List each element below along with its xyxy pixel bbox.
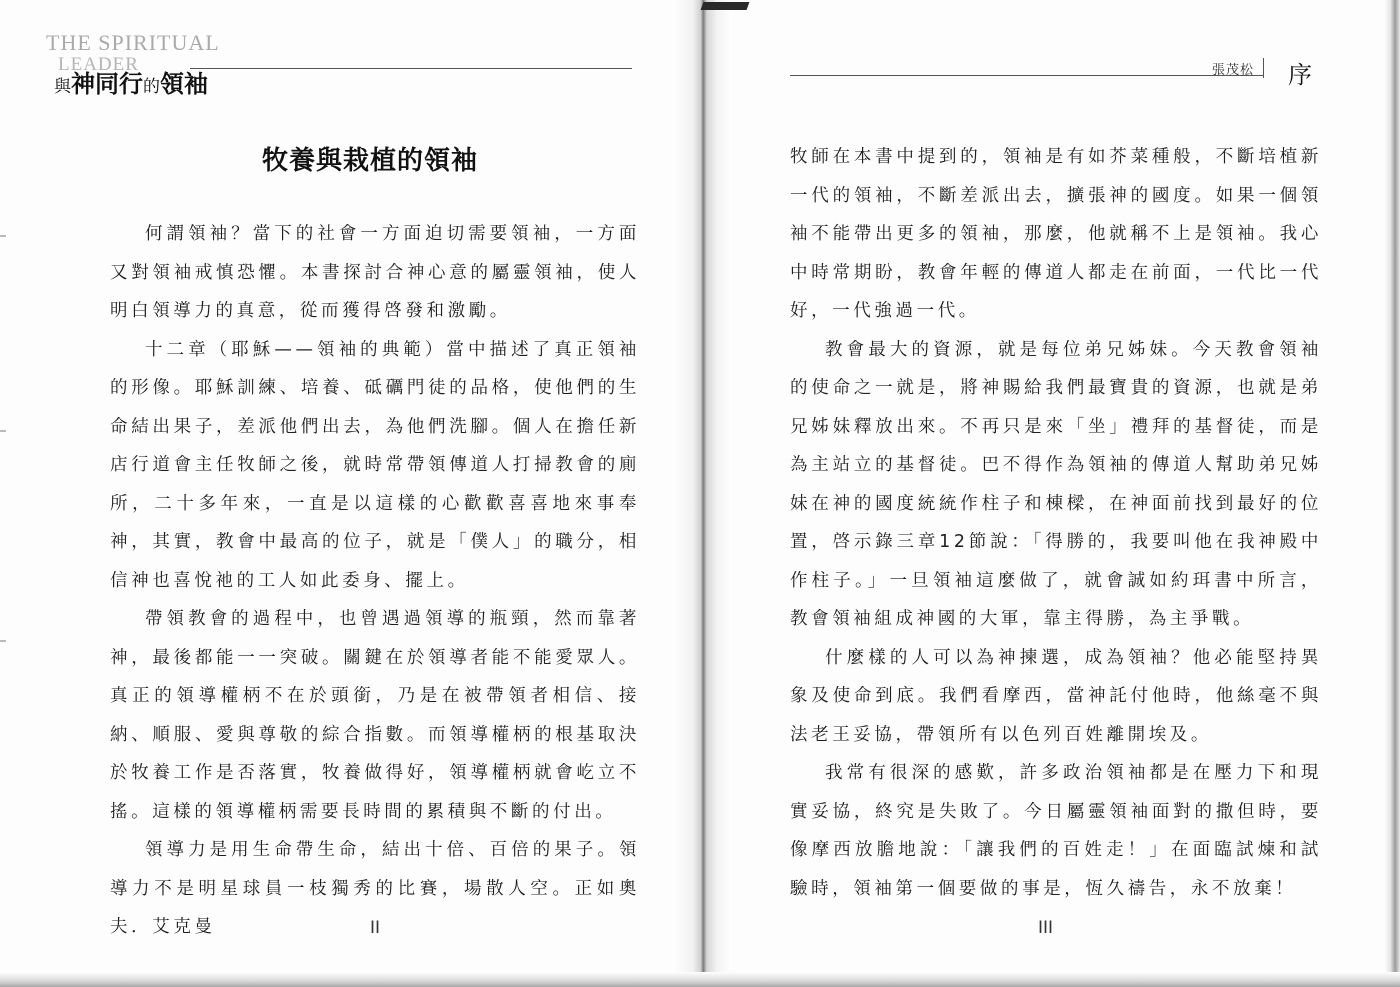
logo-cn-part-a: 與 (54, 77, 71, 97)
paragraph: 牧師在本書中提到的，領袖是有如芥菜種般，不斷培植新一代的領袖，不斷差派出去，擴張神的國度。如果一個領袖不能帶出更多的領袖，那麼，他就稱不上是領袖。我心中時常期盼，教會年輕的傳道人都走在前面，一代比一代好，一代強過一代。 (790, 147, 1322, 321)
header-divider (1263, 58, 1264, 78)
page-edge-bottom (0, 972, 1400, 987)
logo-chinese-title (54, 64, 208, 99)
page-number: III (1038, 918, 1054, 938)
logo-english-line2: LEADER (58, 54, 139, 75)
paragraph: 何謂領袖？當下的社會一方面迫切需要領袖，一方面又對領袖戒慎恐懼。本書探討合神心意的屬靈領袖，使人明白領導力的真意，從而獲得啓發和激勵。 (110, 224, 640, 321)
paragraph: 教會最大的資源，就是每位弟兄姊妹。今天教會領袖的使命之一就是，將神賜給我們最寶貴的資源，也就是弟兄姊妹釋放出來。不再只是來「坐」禮拜的基督徒，而是為主站立的基督徒。巴不得作為領袖的傳道人幫助弟兄姊妹在神的國度統統作柱子和棟樑，在神面前找到最好的位置，啓示錄三章12節說：「得勝的，我要叫他在我神殿中作柱子。」一旦領袖這麼做了，就會誠如約珥書中所言，教會領袖組成神國的大軍，靠主得勝，為主爭戰。 (790, 339, 1322, 629)
logo-english-line1: THE SPIRITUAL (46, 30, 220, 55)
header-section-label: 序 (1288, 61, 1312, 89)
logo-cn-part-d: 領袖 (160, 69, 208, 98)
page-edge-right (1384, 0, 1400, 987)
right-body-text (790, 138, 1322, 908)
gutter-edge (701, 2, 750, 10)
paragraph: 帶領教會的過程中，也曾遇過領導的瓶頸，然而靠著神，最後都能一一突破。關鍵在於領導者能不能愛眾人。真正的領導權柄不在於頭銜，乃是在被帶領者相信、接納、順服、愛與尊敬的綜合指數。而領導權柄的根基取決於牧養工作是否落實，牧養做得好，領導權柄就會屹立不搖。這樣的領導權柄需要長時間的累積與不斷的付出。 (110, 609, 640, 822)
header-rule (790, 75, 1264, 76)
left-body-text (110, 215, 640, 947)
right-page (700, 0, 1400, 987)
page-number: II (370, 918, 381, 938)
paragraph: 什麼樣的人可以為神揀選，成為領袖？他必能堅持異象及使命到底。我們看摩西，當神託付他時，他絲毫不與法老王妥協，帶領所有以色列百姓離開埃及。 (790, 647, 1322, 745)
header-author: 張茂松 (1212, 63, 1255, 78)
scan-mark (0, 235, 6, 237)
logo-cn-part-b: 神同行 (71, 69, 143, 98)
paragraph: 領導力是用生命帶生命，結出十倍、百倍的果子。領導力不是明星球員一枝獨秀的比賽，場散人空。正如奧夫．艾克曼 (110, 840, 640, 937)
scan-mark (0, 430, 6, 432)
book-gutter (672, 0, 732, 987)
chapter-title: 牧養與栽植的領袖 (261, 146, 478, 176)
header-rule (190, 68, 632, 69)
logo-cn-part-c: 的 (143, 77, 160, 97)
paragraph: 十二章（耶穌——領袖的典範）當中描述了真正領袖的形像。耶穌訓練、培養、砥礪門徒的品格，使他們的生命結出果子，差派他們出去，為他們洗腳。個人在擔任新店行道會主任牧師之後，就時常帶領傳道人打掃教會的廁所，二十多年來，一直是以這樣的心歡歡喜喜地來事奉神，其實，教會中最高的位子，就是「僕人」的職分，相信神也喜悅祂的工人如此委身、擺上。 (110, 339, 640, 591)
scan-mark (0, 640, 6, 642)
paragraph: 我常有很深的感歎，許多政治領袖都是在壓力下和現實妥協，終究是失敗了。今日屬靈領袖面對的撒但時，要像摩西放膽地說：「讓我們的百姓走！」在面臨試煉和試驗時，領袖第一個要做的事是，恆久禱告，永不放棄！ (790, 763, 1322, 899)
